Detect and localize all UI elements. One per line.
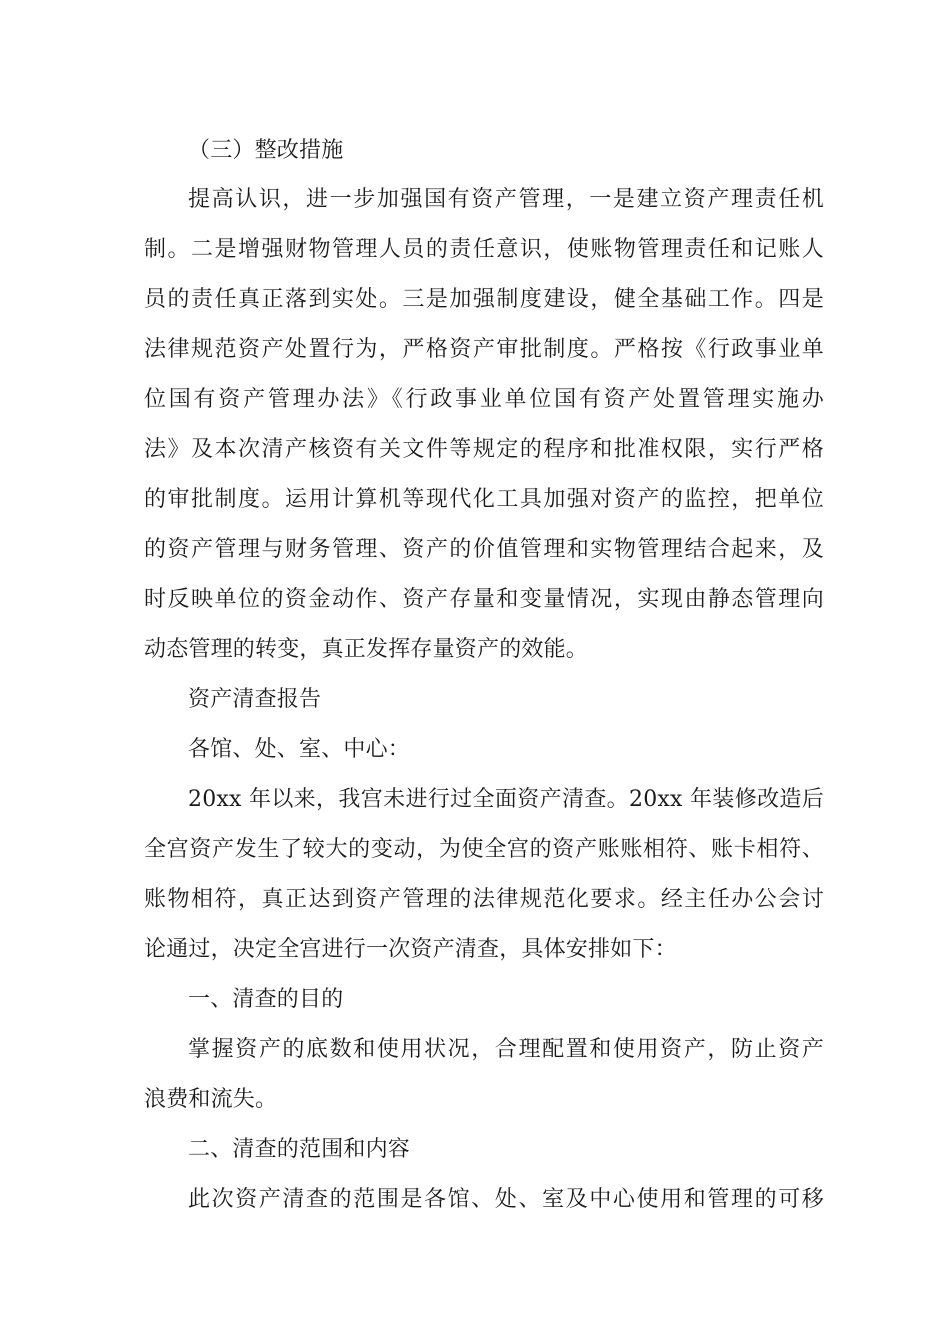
body-text-line: 动态管理的转变，真正发挥存量资产的效能。 bbox=[144, 637, 589, 662]
body-text-line: 制。二是增强财物管理人员的责任意识，使账物管理责任和记账人 bbox=[144, 237, 824, 262]
body-text-line: 掌握资产的底数和使用状况，合理配置和使用资产，防止资产 bbox=[188, 1037, 824, 1062]
body-text-line: 提高认识，进一步加强国有资产管理，一是建立资产理责任机 bbox=[188, 187, 824, 212]
section-heading-scope: 二、清查的范围和内容 bbox=[188, 1137, 411, 1162]
body-text-line: 法律规范资产处置行为，严格资产审批制度。严格按《行政事业单 bbox=[144, 337, 824, 362]
body-text-line: 浪费和流失。 bbox=[144, 1087, 278, 1112]
body-text-line: 全宫资产发生了较大的变动，为使全宫的资产账账相符、账卡相符、 bbox=[144, 837, 824, 862]
body-text-line: 的资产管理与财务管理、资产的价值管理和实物管理结合起来，及 bbox=[144, 537, 824, 562]
report-title: 资产清查报告 bbox=[188, 687, 322, 712]
body-text-line: 时反映单位的资金动作、资产存量和变量情况，实现由静态管理向 bbox=[144, 587, 824, 612]
body-text-line: 员的责任真正落到实处。三是加强制度建设，健全基础工作。四是 bbox=[144, 287, 824, 312]
body-text-line: 位国有资产管理办法》《行政事业单位国有资产处置管理实施办 bbox=[144, 387, 824, 412]
body-text-line: 论通过，决定全宫进行一次资产清查，具体安排如下： bbox=[144, 937, 677, 962]
body-text-line: 此次资产清查的范围是各馆、处、室及中心使用和管理的可移 bbox=[188, 1187, 824, 1212]
report-salutation: 各馆、处、室、中心： bbox=[188, 737, 411, 762]
body-text-line: 20xx 年以来，我宫未进行过全面资产清查。20xx 年装修改造后 bbox=[188, 787, 824, 812]
section-heading-purpose: 一、清查的目的 bbox=[188, 987, 344, 1012]
body-text-line: 账物相符，真正达到资产管理的法律规范化要求。经主任办公会讨 bbox=[144, 887, 824, 912]
body-text-line: 的审批制度。运用计算机等现代化工具加强对资产的监控，把单位 bbox=[144, 487, 824, 512]
section-heading-rectification: （三）整改措施 bbox=[188, 138, 344, 163]
body-text-line: 法》及本次清产核资有关文件等规定的程序和批准权限，实行严格 bbox=[144, 437, 824, 462]
